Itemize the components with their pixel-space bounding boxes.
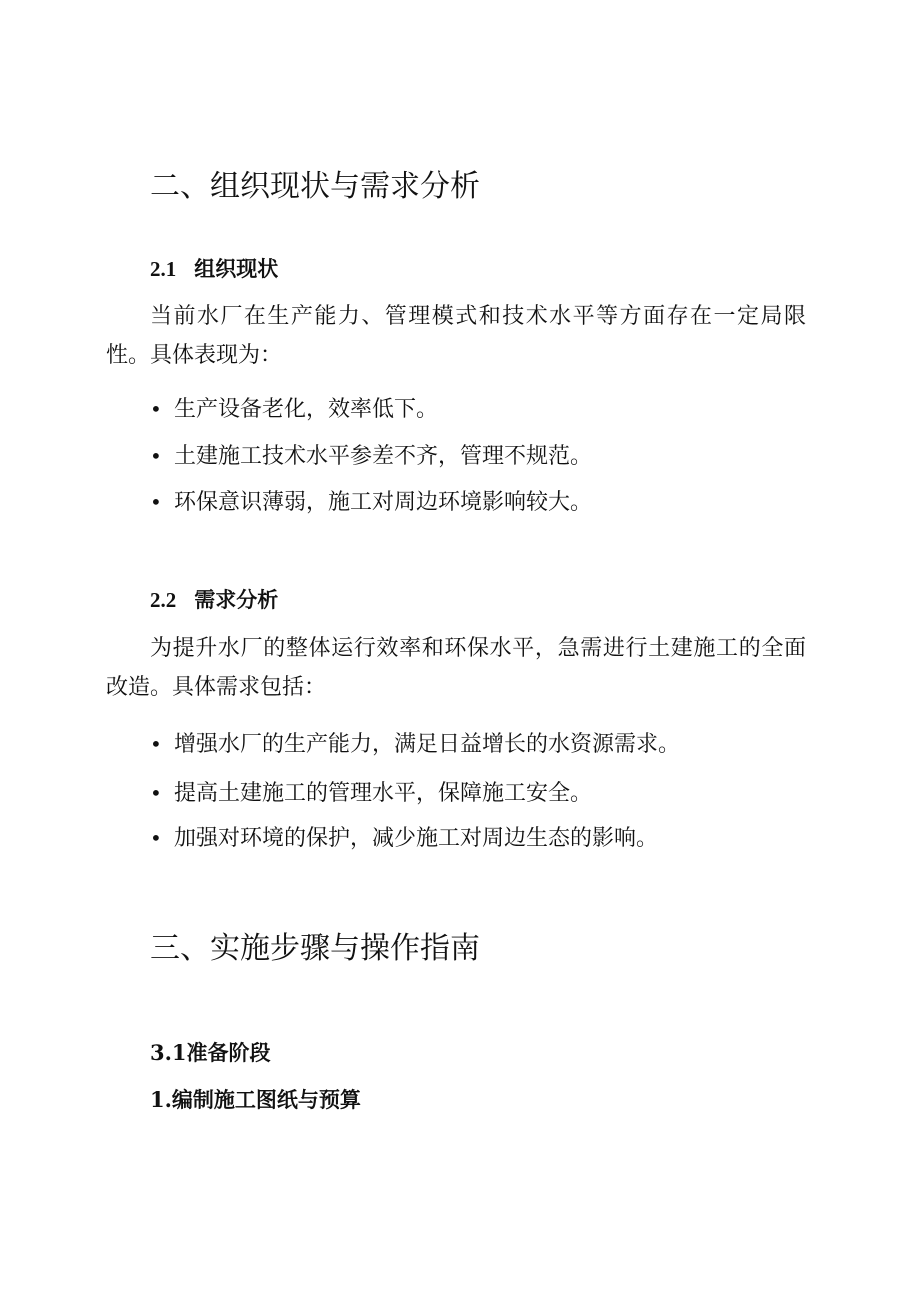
subsection-2-2-paragraph: 为提升水厂的整体运行效率和环保水平，急需进行土建施工的全面改造。具体需求包括：	[106, 636, 806, 700]
subsection-2-2-number: 2.2	[150, 588, 177, 612]
bullet-text: 生产设备老化，效率低下。	[174, 397, 439, 422]
bullet-dot-icon: •	[150, 732, 162, 756]
bullet-item	[150, 783, 592, 805]
subsection-2-1-title: 组织现状	[194, 256, 279, 281]
bullet-dot-icon: •	[150, 397, 162, 421]
bullet-text: 环保意识薄弱，施工对周边环境影响较大。	[174, 490, 593, 515]
bullet-item	[150, 492, 592, 514]
section-3-heading: 三、实施步骤与操作指南	[150, 931, 480, 966]
subsection-3-1-heading: 3.1准备阶段	[150, 1040, 271, 1065]
bullet-item	[150, 734, 680, 756]
bullet-item	[150, 446, 592, 468]
bullet-item	[150, 399, 438, 421]
bullet-text: 增强水厂的生产能力，满足日益增长的水资源需求。	[174, 732, 681, 757]
bullet-text: 加强对环境的保护，减少施工对周边生态的影响。	[174, 826, 659, 851]
bullet-dot-icon: •	[150, 444, 162, 468]
bullet-text: 土建施工技术水平参差不齐，管理不规范。	[174, 444, 593, 469]
bullet-text: 提高土建施工的管理水平，保障施工安全。	[174, 781, 593, 806]
bullet-dot-icon: •	[150, 490, 162, 514]
subsection-2-1-paragraph: 当前水厂在生产能力、管理模式和技术水平等方面存在一定局限性。具体表现为：	[106, 304, 806, 368]
subsection-2-1-heading	[150, 258, 278, 280]
subsection-2-1-number: 2.1	[150, 257, 177, 281]
bullet-item	[150, 828, 658, 850]
bullet-dot-icon: •	[150, 781, 162, 805]
bullet-dot-icon: •	[150, 826, 162, 850]
section-2-heading: 二、组织现状与需求分析	[150, 169, 480, 204]
item-1-heading: 1.编制施工图纸与预算	[150, 1087, 361, 1112]
subsection-2-2-title: 需求分析	[194, 587, 279, 612]
subsection-2-2-heading	[150, 589, 278, 611]
